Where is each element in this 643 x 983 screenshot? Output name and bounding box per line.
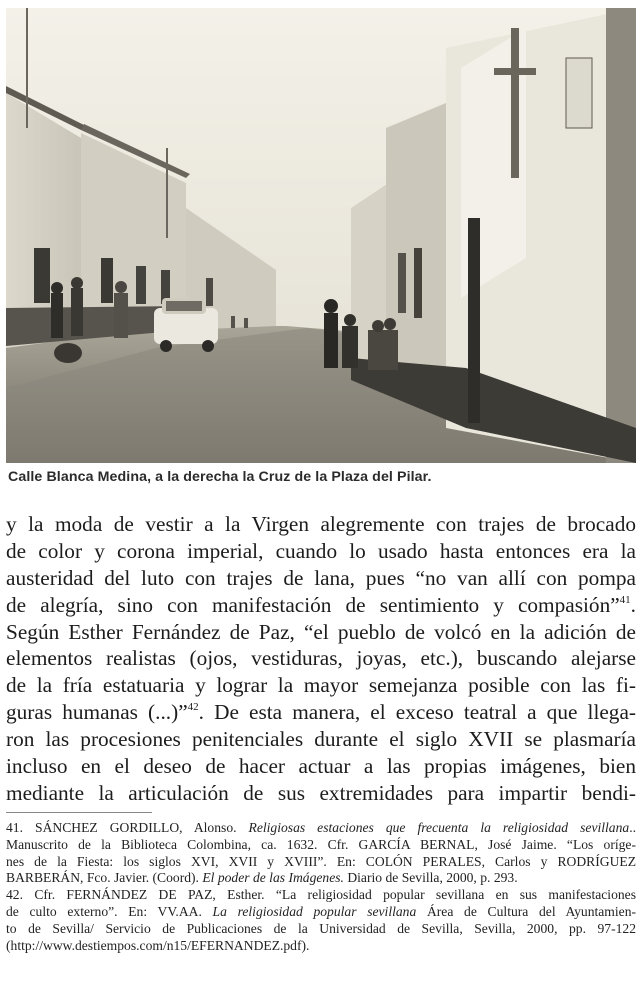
footnote-41-line <box>6 820 636 837</box>
footnote-divider <box>6 812 152 813</box>
body-line-text: de alegría, sino con manifestación de sentimiento y compasión” <box>6 592 620 617</box>
footnotes <box>6 820 636 954</box>
footnote-42-url[interactable]: (http://www.destiempos.com/n15/EFERNANDEZ.pdf). <box>6 937 310 953</box>
footnote-41-line: nes de la Fiesta: los siglos XVI, XVII y XVIII”. En: COLÓN PERALES, Carlos y RODRÍGUEZ <box>6 853 636 869</box>
body-line: de color y corona imperial, cuando lo usado hasta entonces era la <box>6 538 636 563</box>
footnote-42-line: 42. Cfr. FERNÁNDEZ DE PAZ, Esther. “La religiosidad popular sevillana en sus manifestaciones <box>6 887 636 903</box>
footnote-42-line: to de Sevilla/ Servicio de Publicaciones de la Universidad de Sevilla, Sevilla, 2000, pp. 97-122 <box>6 920 636 936</box>
footnote-42-line <box>6 904 636 921</box>
body-line: austeridad del luto con trajes de lana, pues “no van allí con pompa <box>6 565 636 590</box>
street-photo-icon <box>6 8 636 463</box>
footnote-ref-41[interactable]: 41 <box>619 593 631 606</box>
footnote-text: 41. SÁNCHEZ GORDILLO, Alonso. <box>6 820 249 835</box>
street-photo <box>6 8 636 463</box>
body-line: ron las procesiones penitenciales durante el siglo XVII se plasmaría <box>6 727 636 752</box>
footnote-text: Diario de Sevilla, 2000, p. 293. <box>343 870 518 886</box>
body-line-text: . De esta manera, el exceso teatral a que llega- <box>198 700 636 725</box>
footnote-ref-42[interactable]: 42 <box>187 701 199 714</box>
body-line-text: guras humanas (...)” <box>6 700 188 725</box>
footnote-text: BARBERÁN, Fco. Javier. (Coord). <box>6 870 203 886</box>
footnote-title: El poder de las Imágenes. <box>202 870 344 886</box>
body-line: Según Esther Fernández de Paz, “el pueblo de volcó en la adición de <box>6 619 636 644</box>
footnote-title: La religiosidad popular sevillana <box>212 903 417 919</box>
body-paragraph <box>6 511 636 807</box>
footnote-41-line <box>6 870 636 887</box>
footnote-41-line: Manuscrito de la Biblioteca Colombina, ca. 1632. Cfr. GARCÍA BERNAL, José Jaime. “Los oríge- <box>6 836 636 852</box>
photo-caption: Calle Blanca Medina, a la derecha la Cruz de la Plaza del Pilar. <box>8 469 432 485</box>
body-line: y la moda de vestir a la Virgen alegremente con trajes de brocado <box>6 512 636 536</box>
footnote-title: Religiosas estaciones que frecuenta la religiosidad sevillana <box>248 820 630 835</box>
body-line: mediante la articulación de sus extremidades para impartir bendi- <box>6 780 636 805</box>
footnote-text: Área de Cultura del Ayuntamien- <box>416 903 636 919</box>
body-line: de alegría, sino con manifestación de sentimiento y compasión”$^{41}$. <box>6 592 636 617</box>
body-line: de la fría estatuaria y lograr la mayor semejanza posible con las fi- <box>6 673 636 698</box>
footnote-text: .. <box>629 820 636 835</box>
body-line: elementos realistas (ojos, vestiduras, joyas, etc.), buscando alejarse <box>6 646 636 671</box>
footnote-text: de culto externo”. En: VV.AA. <box>6 903 213 919</box>
body-line: incluso en el deseo de hacer actuar a las propias imágenes, bien <box>6 754 636 779</box>
body-line <box>6 699 636 726</box>
